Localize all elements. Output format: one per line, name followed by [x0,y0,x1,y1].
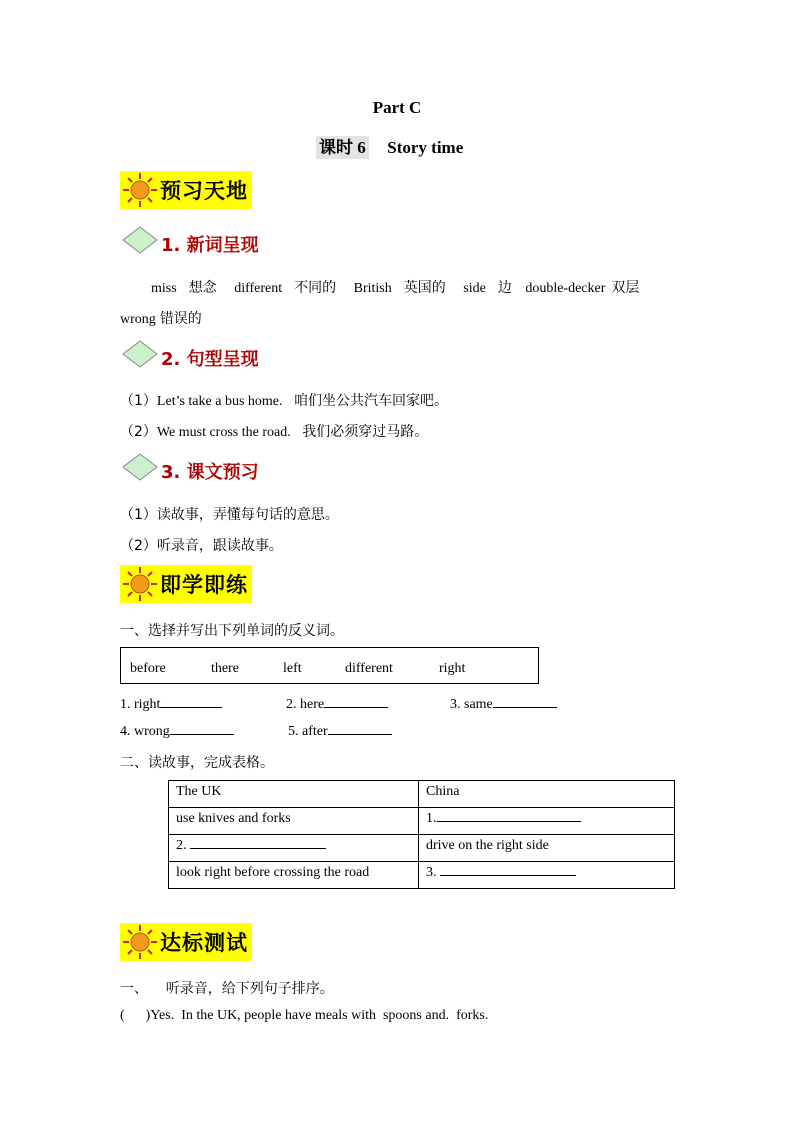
answer-blank[interactable] [190,848,326,849]
answer-blank[interactable] [440,875,576,876]
table-header-uk: The UK [169,781,419,808]
lesson-name: Story time [387,138,464,157]
section-new-words [121,225,259,259]
table-row [169,781,675,808]
diamond-icon [121,339,159,373]
banner-test-label: 达标测试 [160,931,248,955]
section-2-title: 2. 句型呈现 [161,349,259,370]
banner-practice-label: 即学即练 [160,573,248,597]
table-row [169,862,675,889]
practice-question-1: 一、选择并写出下列单词的反义词。 [120,623,344,639]
vocab-line-2: wrong 错误的 [120,311,202,327]
answer-blank[interactable] [170,734,234,735]
banner-test [120,923,252,961]
comparison-table [168,780,675,889]
sentence-2: （2）We must cross the road. 我们必须穿过马路。 [120,424,429,440]
word-bank-item: there [211,661,239,676]
answer-blank[interactable] [160,707,222,708]
sun-icon [120,923,160,961]
antonym-item-1: 1. right [120,697,222,713]
lesson-title [316,133,463,158]
word-bank-item: left [283,661,302,676]
vocab-line-1: miss 想念 different 不同的 British 英国的 side 边 double-decker 双层 [151,280,640,296]
test-item-1: ( )Yes. In the UK, people have meals with spoons and. forks. [120,1008,489,1023]
table-row [169,835,675,862]
table-cell: 1. [419,808,675,835]
word-bank-item: right [439,661,466,676]
sentence-1: （1）Let’s take a bus home. 咱们坐公共汽车回家吧。 [120,393,448,409]
table-header-china: China [419,781,675,808]
word-bank [120,647,539,684]
table-cell: use knives and forks [169,808,419,835]
diamond-icon [121,225,159,259]
lesson-label: 课时 6 [316,136,369,159]
antonym-item-3: 3. same [450,697,557,713]
test-question-1: 一、 听录音，给下列句子排序。 [120,981,334,997]
table-row [169,808,675,835]
word-bank-item: before [130,661,166,676]
table-cell: 2. [169,835,419,862]
word-bank-item: different [345,661,393,676]
practice-question-2: 二、读故事，完成表格。 [120,755,274,771]
diamond-icon [121,452,159,486]
task-1: （1）读故事，弄懂每句话的意思。 [120,507,339,523]
section-sentences [121,339,259,373]
sun-icon [120,565,160,603]
answer-blank[interactable] [437,821,581,822]
antonym-item-4: 4. wrong [120,724,234,740]
section-text-preview [121,452,259,486]
answer-blank[interactable] [328,734,392,735]
task-2: （2）听录音，跟读故事。 [120,538,283,554]
section-1-title: 1. 新词呈现 [161,235,259,256]
antonym-item-5: 5. after [288,724,392,740]
table-cell: drive on the right side [419,835,675,862]
banner-preview [120,171,252,209]
sun-icon [120,171,160,209]
banner-preview-label: 预习天地 [160,179,248,203]
section-3-title: 3. 课文预习 [161,462,259,483]
table-cell: 3. [419,862,675,889]
answer-blank[interactable] [324,707,388,708]
page-title: Part C [372,98,422,117]
antonym-item-2: 2. here [286,697,388,713]
answer-blank[interactable] [493,707,557,708]
banner-practice [120,565,252,603]
table-cell: look right before crossing the road [169,862,419,889]
